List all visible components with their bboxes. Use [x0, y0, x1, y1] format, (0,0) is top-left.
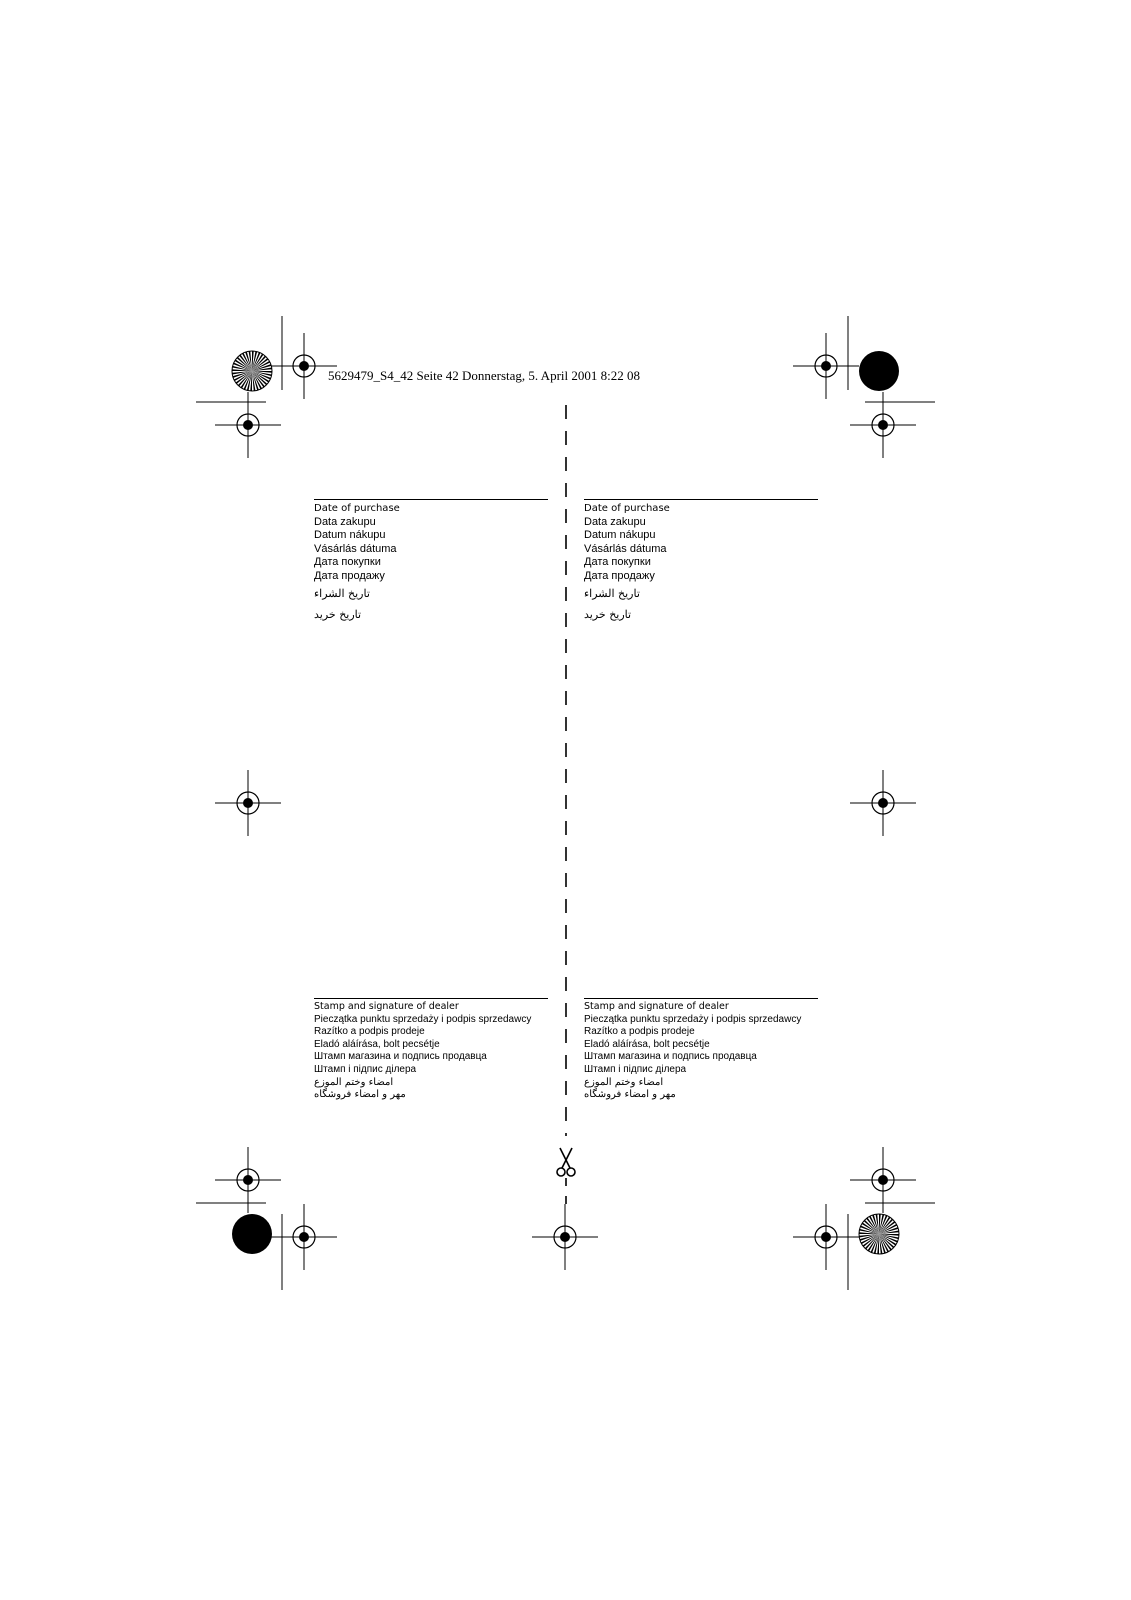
signature-line [314, 499, 548, 500]
starburst-target-icon [859, 1214, 899, 1254]
purchase-block-right [584, 499, 818, 625]
purchase-line: Datum nákupu [584, 529, 656, 541]
registration-mark-icon [793, 333, 859, 399]
purchase-heading: Date of purchase [314, 503, 400, 514]
purchase-heading: Date of purchase [584, 503, 670, 514]
dealer-line: Штамп і підпис ділера [584, 1063, 687, 1075]
scissors-icon [557, 1148, 575, 1176]
purchase-line-arabic: تاريخ الشراء [314, 587, 370, 600]
registration-mark-icon [271, 1204, 337, 1270]
print-slug: 5629479_S4_42 Seite 42 Donnerstag, 5. April 2001 8:22 08 [328, 368, 640, 383]
dealer-line: Штамп магазина и подпись продавца [314, 1051, 487, 1063]
purchase-line-arabic: تاريخ الشراء [584, 587, 640, 600]
purchase-line: Дата продажу [314, 569, 385, 582]
dealer-block-left [314, 998, 548, 1102]
registration-mark-icon [215, 770, 281, 836]
black-dot-icon [859, 351, 899, 391]
registration-mark-icon [850, 770, 916, 836]
black-dot-icon [232, 1214, 272, 1254]
signature-line [584, 998, 818, 999]
dealer-line: Штамп і підпис ділера [314, 1063, 417, 1075]
purchase-line: Datum nákupu [314, 529, 386, 541]
dealer-block-right [584, 998, 818, 1102]
dealer-heading: Stamp and signature of dealer [314, 1001, 459, 1012]
purchase-line: Дата продажу [584, 569, 655, 582]
signature-line [584, 499, 818, 500]
purchase-block-left [314, 499, 548, 625]
dealer-line: Штамп магазина и подпись продавца [584, 1051, 757, 1063]
dealer-line: Eladó aláírása, bolt pecsétje [584, 1038, 710, 1050]
purchase-line-persian: تاريخ خريد [584, 608, 632, 621]
signature-line [314, 998, 548, 999]
dealer-line: Razítko a podpis prodeje [314, 1026, 425, 1038]
purchase-line: Data zakupu [314, 515, 376, 528]
purchase-line: Vásárlás dátuma [314, 542, 397, 555]
registration-mark-icon [532, 1204, 598, 1270]
dealer-line-persian: مهر و امضاء فروشگاه [584, 1089, 676, 1101]
purchase-line: Data zakupu [584, 515, 646, 528]
starburst-target-icon [232, 351, 272, 391]
dealer-line-arabic: امضاء وختم الموزع [584, 1076, 664, 1088]
purchase-line: Vásárlás dátuma [584, 542, 667, 555]
registration-mark-icon [271, 333, 337, 399]
dealer-line-persian: مهر و امضاء فروشگاه [314, 1089, 406, 1101]
dealer-line: Razítko a podpis prodeje [584, 1026, 695, 1038]
purchase-line-persian: تاريخ خريد [314, 608, 362, 621]
registration-mark-icon [793, 1204, 859, 1270]
dealer-line: Pieczątka punktu sprzedaży i podpis sprzedawcy [584, 1013, 802, 1025]
dealer-line: Pieczątka punktu sprzedaży i podpis sprzedawcy [314, 1013, 532, 1025]
dealer-line-arabic: امضاء وختم الموزع [314, 1076, 394, 1088]
purchase-line: Дата покупки [314, 556, 381, 568]
dealer-heading: Stamp and signature of dealer [584, 1001, 729, 1012]
purchase-line: Дата покупки [584, 556, 651, 568]
dealer-line: Eladó aláírása, bolt pecsétje [314, 1038, 440, 1050]
